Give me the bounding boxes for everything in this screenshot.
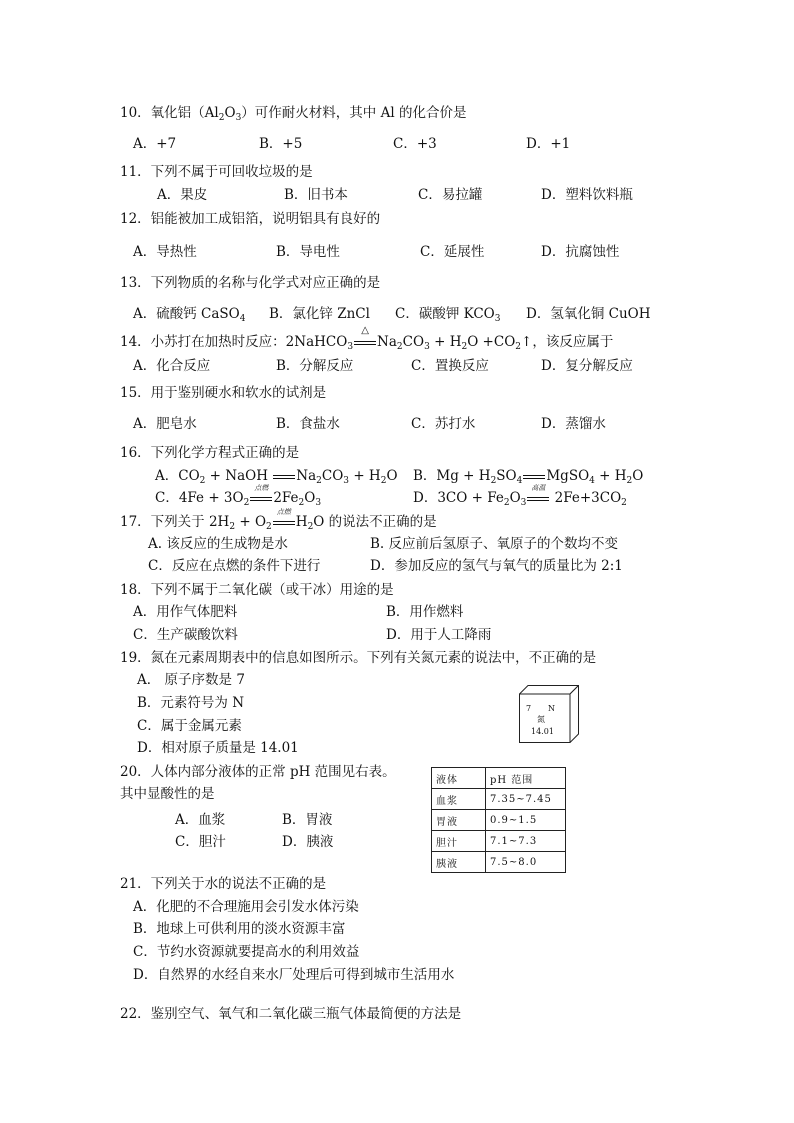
q19-option-d: D．相对原子质量是 14.01	[137, 740, 299, 756]
q13-option-d: D．氢氧化铜 CuOH	[526, 306, 651, 322]
high-temp-condition-sign: 高温	[526, 493, 550, 505]
element-symbol: N	[548, 704, 555, 713]
q15-option-a: A．肥皂水	[133, 416, 197, 432]
q14-option-a: A．化合反应	[133, 358, 211, 374]
q13-option-c: C．碳酸钾 $KCO_3$	[395, 306, 501, 324]
q10-option-a: A．+7	[133, 136, 177, 152]
nitrogen-element-cell	[519, 685, 579, 743]
q17-option-a: A. 该反应的生成物是水	[148, 536, 288, 552]
question-17-stem: 17．下列关于 $2H_2 + O_2$ 点燃 $H_2O$ 的说法不正确的是	[120, 507, 437, 532]
table-cell: 胆汁	[432, 831, 486, 852]
question-10-stem: 10．氧化铝$(Al_2O_3)$可作耐火材料，其中 Al 的化合价是	[120, 105, 467, 123]
q13-option-a: A．硫酸钙 CaSO$_4$	[133, 306, 246, 324]
q19-option-c: C．属于金属元素	[137, 718, 242, 734]
table-cell: 胰液	[432, 852, 486, 873]
q12-option-c: C．延展性	[420, 244, 485, 260]
q11-option-b: B．旧书本	[284, 187, 348, 203]
question-21-stem: 21．下列关于水的说法不正确的是	[120, 876, 327, 892]
q21-option-c: C．节约水资源就要提高水的利用效益	[133, 944, 360, 960]
q18-option-d: D．用于人工降雨	[386, 627, 492, 643]
table-cell: 血浆	[432, 789, 486, 810]
table-cell: 7.5~8.0	[486, 852, 566, 873]
question-16-stem: 16．下列化学方程式正确的是	[120, 445, 300, 461]
q21-option-b: B．地球上可供利用的淡水资源丰富	[133, 921, 346, 937]
ignite-condition-sign: 点燃	[249, 493, 273, 505]
q10-option-b: B．+5	[259, 136, 303, 152]
q19-option-a: A． 原子序数是 7	[137, 672, 245, 688]
q15-option-b: B．食盐水	[276, 416, 340, 432]
heat-condition-sign: △	[353, 337, 377, 349]
table-row	[432, 789, 566, 810]
q16-option-c: C．$4Fe + 3O_2$ 点燃 $2Fe_2O_3$	[155, 483, 322, 508]
q11-option-c: C．易拉罐	[418, 187, 483, 203]
question-20-stem-line2: 其中显酸性的是	[120, 786, 215, 802]
q18-option-a: A．用作气体肥料	[133, 604, 238, 620]
ph-range-table	[431, 767, 566, 873]
atomic-mass: 14.01	[531, 727, 554, 736]
q14-option-c: C．置换反应	[411, 358, 489, 374]
q12-option-d: D．抗腐蚀性	[541, 244, 620, 260]
table-cell: 0.9~1.5	[486, 810, 566, 831]
table-header: 液体	[432, 768, 486, 789]
q21-option-d: D．自然界的水经自来水厂处理后可得到城市生活用水	[133, 967, 455, 983]
q20-option-c: C．胆汁	[175, 834, 226, 850]
q15-option-c: C．苏打水	[411, 416, 476, 432]
q16-option-d: D．$3CO + Fe_2O_3$ 高温 $2Fe+3CO_2$	[413, 483, 627, 508]
q12-option-a: A．导热性	[133, 244, 197, 260]
question-20-stem: 20．人体内部分液体的正常 pH 范围见右表。	[120, 764, 396, 780]
q10-option-d: D．+1	[526, 136, 571, 152]
question-22-stem: 22．鉴别空气、氧气和二氧化碳三瓶气体最简便的方法是	[120, 1006, 462, 1022]
table-cell: 7.1~7.3	[486, 831, 566, 852]
q17-option-d: D．参加反应的氢气与氧气的质量比为 2:1	[370, 558, 623, 574]
question-14-stem: 14．小苏打在加热时反应：2NaHCO$_3$ △ $Na_2CO_3 + H_2O$ $+CO_2↑$，该反应属于	[120, 324, 614, 352]
q10-option-c: C．+3	[393, 136, 437, 152]
question-12-stem: 12．铝能被加工成铝箔，说明铝具有良好的	[120, 211, 381, 227]
q17-option-b: B. 反应前后氢原子、氧原子的个数均不变	[370, 536, 619, 552]
question-11-stem: 11．下列不属于可回收垃圾的是	[120, 164, 313, 180]
q20-option-a: A．血浆	[175, 812, 226, 828]
equals-sign	[522, 471, 546, 483]
q12-option-b: B．导电性	[276, 244, 340, 260]
q14-option-d: D．复分解反应	[541, 358, 633, 374]
element-name: 氮	[537, 715, 545, 724]
q16-option-b: B．$Mg + H_2SO_4$ MgSO$_4$ + $H_2O$	[413, 468, 644, 486]
table-cell: 7.35~7.45	[486, 789, 566, 810]
q17-option-c: C．反应在点燃的条件下进行	[148, 558, 321, 574]
table-row	[432, 831, 566, 852]
q13-option-b: B．氯化锌 ZnCl	[269, 306, 370, 322]
q14-option-b: B．分解反应	[276, 358, 354, 374]
q20-option-d: D．胰液	[282, 834, 334, 850]
question-15-stem: 15．用于鉴别硬水和软水的试剂是	[120, 385, 327, 401]
q18-option-c: C．生产碳酸饮料	[133, 627, 238, 643]
atomic-number: 7	[526, 704, 532, 713]
table-row	[432, 852, 566, 873]
question-18-stem: 18．下列不属于二氧化碳（或干冰）用途的是	[120, 582, 394, 598]
q11-option-d: D．塑料饮料瓶	[541, 187, 633, 203]
q21-option-a: A．化肥的不合理施用会引发水体污染	[133, 899, 359, 915]
table-cell: 胃液	[432, 810, 486, 831]
table-row	[432, 810, 566, 831]
q18-option-b: B．用作燃料	[386, 604, 464, 620]
question-13-stem: 13．下列物质的名称与化学式对应正确的是	[120, 275, 381, 291]
equals-sign	[272, 471, 296, 483]
question-19-stem: 19．氮在元素周期表中的信息如图所示。下列有关氮元素的说法中，不正确的是	[120, 650, 597, 666]
table-header: pH 范围	[486, 768, 566, 789]
q11-option-a: A．果皮	[157, 187, 208, 203]
q15-option-d: D．蒸馏水	[541, 416, 606, 432]
table-header-row	[432, 768, 566, 789]
ignite-condition-sign: 点燃	[272, 517, 296, 529]
q20-option-b: B．胃液	[282, 812, 333, 828]
q16-option-a: A．$CO_2$ + NaOH $Na_2CO_3 + H_2O$	[155, 468, 398, 486]
q19-option-b: B．元素符号为 N	[137, 695, 245, 711]
